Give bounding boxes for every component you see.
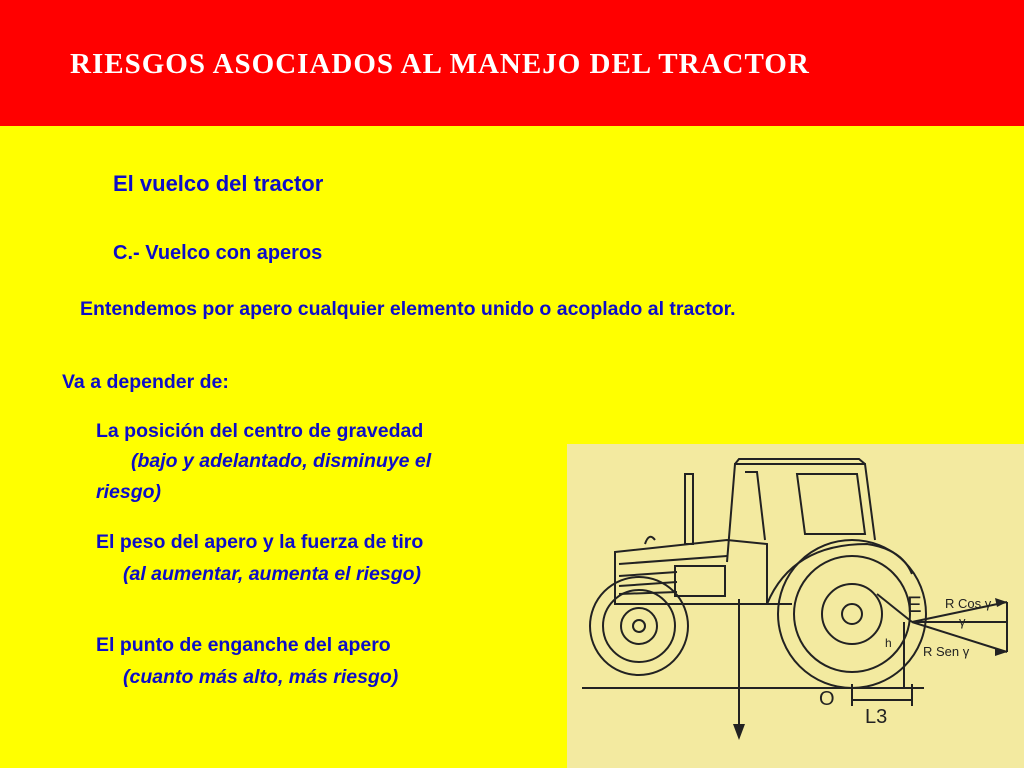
slide-title: RIESGOS ASOCIADOS AL MANEJO DEL TRACTOR (70, 48, 810, 80)
intro-text: Entendemos por apero cualquier elemento unido o acoplado al tractor. (80, 298, 736, 320)
label-l3: L3 (865, 706, 888, 728)
label-h: h (885, 636, 892, 650)
factor-2-title: El peso del apero y la fuerza de tiro (96, 531, 424, 553)
section-heading: C.- Vuelco con aperos (113, 242, 323, 264)
header-bar (0, 0, 1024, 126)
label-gamma: γ (959, 614, 966, 629)
factor-1-note-cont: riesgo) (96, 481, 162, 503)
label-r-sen: R Sen γ (923, 644, 970, 659)
label-o: O (819, 688, 835, 710)
factor-2-note: (al aumentar, aumenta el riesgo) (123, 563, 422, 585)
tractor-diagram (567, 444, 1024, 768)
depends-label: Va a depender de: (62, 371, 229, 393)
factor-1-note: (bajo y adelantado, disminuye el (131, 450, 432, 472)
factor-3-note: (cuanto más alto, más riesgo) (123, 666, 399, 688)
factor-1-title: La posición del centro de gravedad (96, 420, 424, 442)
factor-3-title: El punto de enganche del apero (96, 634, 391, 656)
label-e: E (907, 592, 922, 617)
slide-subtitle: El vuelco del tractor (113, 171, 324, 196)
label-r-cos: R Cos γ (945, 596, 992, 611)
